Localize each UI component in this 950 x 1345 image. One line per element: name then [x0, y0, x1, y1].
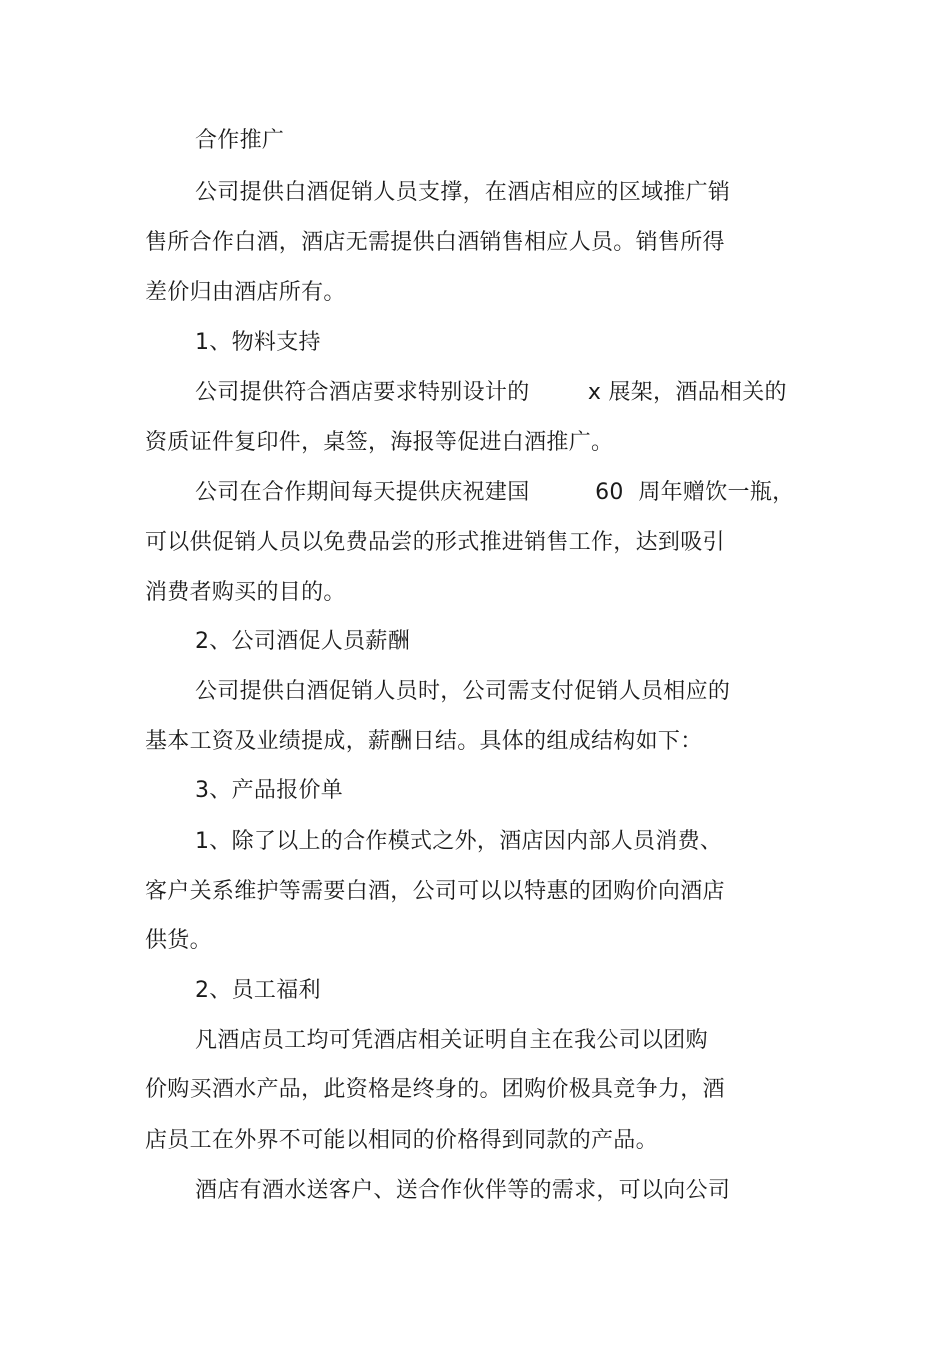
paragraph-line: 消费者购买的目的。: [145, 580, 346, 605]
paragraph-line: 公司提供白酒促销人员支撑，在酒店相应的区域推广销: [195, 180, 731, 205]
paragraph-line: 可以供促销人员以免费品尝的形式推进销售工作，达到吸引: [145, 530, 725, 555]
paragraph-line: 凡酒店员工均可凭酒店相关证明自主在我公司以团购: [195, 1028, 708, 1053]
paragraph-line: 供货。: [145, 928, 212, 953]
paragraph-line: 价购买酒水产品，此资格是终身的。团购价极具竞争力，酒: [145, 1077, 725, 1102]
heading-cooperation-promotion: 合作推广: [195, 128, 285, 153]
paragraph-line: 店员工在外界不可能以相同的价格得到同款的产品。: [145, 1128, 658, 1153]
heading-staff-compensation: 2、公司酒促人员薪酬: [195, 629, 410, 654]
paragraph-line: 售所合作白酒，酒店无需提供白酒销售相应人员。销售所得: [145, 230, 725, 255]
paragraph-line: 酒店有酒水送客户、送合作伙伴等的需求，可以向公司: [195, 1178, 731, 1203]
heading-employee-benefits: 2、员工福利: [195, 978, 321, 1003]
paragraph-line: 公司提供白酒促销人员时，公司需支付促销人员相应的: [195, 679, 731, 704]
paragraph-line: 公司提供符合酒店要求特别设计的 x 展架，酒品相关的: [195, 380, 787, 405]
paragraph-line: 公司在合作期间每天提供庆祝建国 60 周年赠饮一瓶，: [195, 480, 795, 505]
paragraph-line: 1、除了以上的合作模式之外，酒店因内部人员消费、: [195, 829, 723, 854]
heading-material-support: 1、物料支持: [195, 330, 321, 355]
heading-price-list: 3、产品报价单: [195, 778, 344, 803]
paragraph-line: 差价归由酒店所有。: [145, 280, 346, 305]
paragraph-line: 基本工资及业绩提成，薪酬日结。具体的组成结构如下：: [145, 729, 703, 754]
paragraph-line: 客户关系维护等需要白酒，公司可以以特惠的团购价向酒店: [145, 879, 725, 904]
paragraph-line: 资质证件复印件，桌签，海报等促进白酒推广。: [145, 430, 614, 455]
